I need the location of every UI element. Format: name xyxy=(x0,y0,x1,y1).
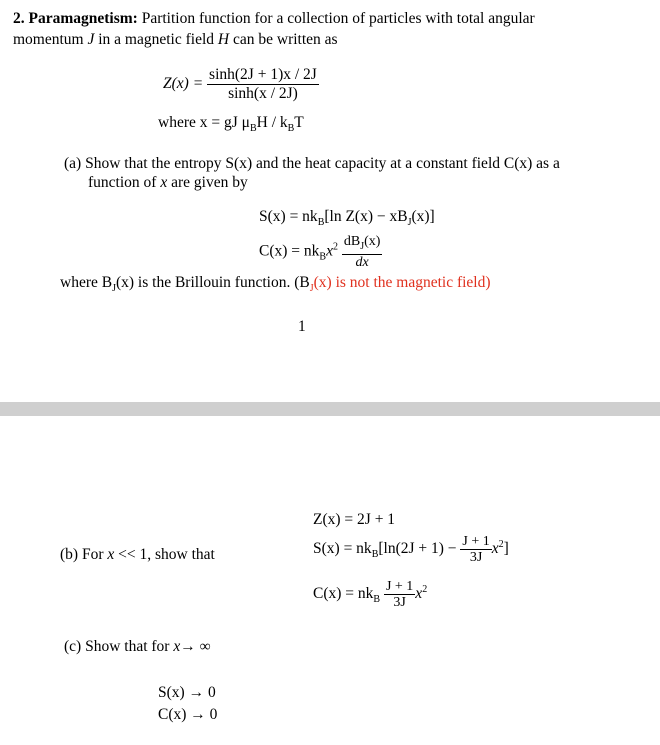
part-b-entropy-equation: $S(x) = nk_B[\ln(2J + 1)$ − $\frac{J + 1}{3J}$ $x^2$] xyxy=(313,534,509,565)
part-b-heat-capacity-equation: $C(x) = nk_B$ $\frac{J + 1}{3J}$ $x^2$ xyxy=(313,579,428,610)
part-c-label: (c) Show that for x→ ∞ xyxy=(64,638,211,655)
part-c-entropy-limit: S(x) → 0 xyxy=(158,684,216,701)
heat-capacity-equation: $C(x) = nk_Bx^2$ $\frac{dB_J(x)}{dx}$ xyxy=(259,234,381,270)
problem-intro-line1: Partition function for a collection of particles with total angular xyxy=(141,10,535,27)
partition-function-equation: Z(x) = $\frac{\sinh(2J + 1)x / 2J}{\sinh(x / 2J)}$ xyxy=(163,66,317,102)
part-b-label: (b) For x << 1, show that xyxy=(60,546,215,563)
problem-intro-line2: momentum J in a magnetic field H can be written as xyxy=(13,31,338,48)
page-separator xyxy=(0,402,660,416)
entropy-equation: $S(x) = nk_B[\ln$ $Z(x) - xB_J(x)$] xyxy=(259,208,435,229)
part-c-heat-capacity-limit: C(x) → 0 xyxy=(158,706,218,723)
part-a-line2: function of x are given by xyxy=(88,174,248,191)
where-definition: where x = gJ $\mu_BH / k_BT$ xyxy=(158,114,304,135)
page-number: 1 xyxy=(298,318,306,335)
problem-heading-line xyxy=(13,9,535,29)
partition-fraction: $\frac{\sinh(2J + 1)x / 2J}{\sinh(x / 2J)}$ xyxy=(209,66,317,102)
part-a-line1: (a) Show that the entropy S(x) and the heat capacity at a constant field C(x) as a xyxy=(64,155,560,172)
document-page-2 xyxy=(0,416,660,745)
brillouin-note: where $B_J(x)$ is the Brillouin function. ($B_J(x)$ is not the magnetic field) xyxy=(60,274,491,295)
part-b-z-equation: Z(x) = 2J + 1 xyxy=(313,511,396,528)
problem-title: 2. Paramagnetism: xyxy=(13,10,138,27)
heat-capacity-fraction: $\frac{dB_J(x)}{dx}$ xyxy=(343,234,381,270)
